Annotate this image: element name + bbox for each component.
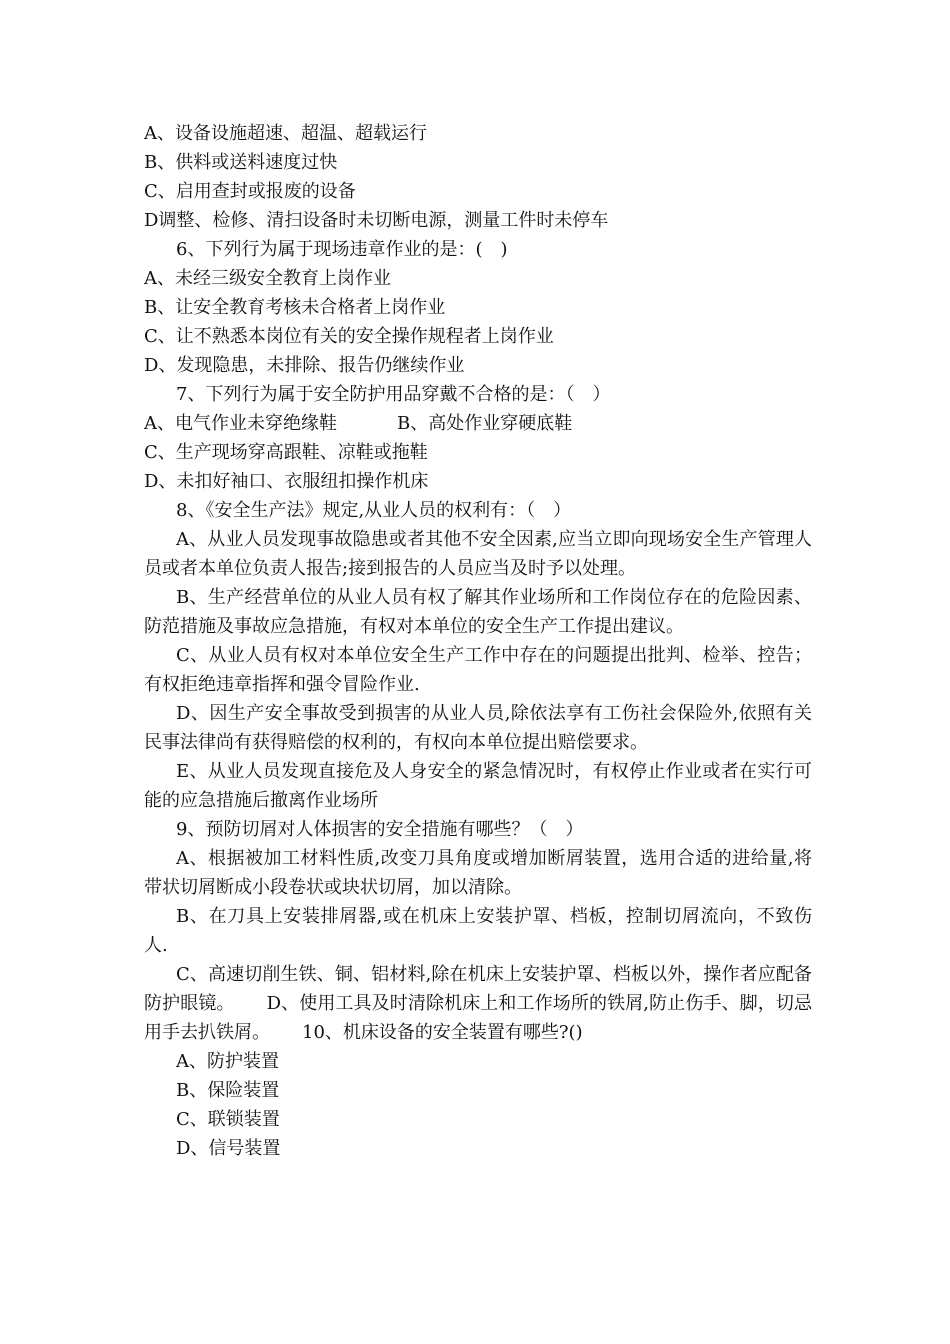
question-8-option-c: C、从业人员有权对本单位安全生产工作中存在的问题提出批判、检举、控告；有权拒绝违章指挥和强令冒险作业. — [144, 645, 812, 695]
option-line: D调整、检修、清扫设备时未切断电源，测量工件时未停车 — [144, 210, 609, 231]
option-line: B、供料或送料速度过快 — [144, 152, 338, 173]
question-6-option-b: B、让安全教育考核未合格者上岗作业 — [144, 297, 446, 318]
question-6: 6、下列行为属于现场违章作业的是：( ) — [176, 239, 508, 260]
question-7-option-d: D、未扣好袖口、衣服纽扣操作机床 — [144, 471, 429, 492]
question-8-option-d: D、因生产安全事故受到损害的从业人员,除依法享有工伤社会保险外,依照有关民事法律尚有获得赔偿的权利的，有权向本单位提出赔偿要求。 — [144, 703, 812, 753]
question-9-option-d: D、使用工具及时清除机床上和工作场所的铁屑,防止伤手、脚，切忌用手去扒铁屑。 — [144, 993, 813, 1043]
question-10-option-d: D、信号装置 — [176, 1138, 281, 1159]
question-7-option-a: A、电气作业未穿绝缘鞋 — [144, 413, 337, 434]
question-10: 10、机床设备的安全装置有哪些?() — [302, 1022, 583, 1043]
question-8-option-a: A、从业人员发现事故隐患或者其他不安全因素,应当立即向现场安全生产管理人员或者本单位负责人报告;接到报告的人员应当及时予以处理。 — [144, 529, 812, 579]
question-7: 7、下列行为属于安全防护用品穿戴不合格的是：（ ） — [176, 384, 611, 405]
question-7-option-b: B、高处作业穿硬底鞋 — [397, 413, 573, 434]
question-10-option-a: A、防护装置 — [176, 1051, 279, 1072]
document-body — [144, 119, 812, 1163]
question-7-option-c: C、生产现场穿高跟鞋、凉鞋或拖鞋 — [144, 442, 428, 463]
option-line: C、启用查封或报废的设备 — [144, 181, 356, 202]
question-9-option-a: A、根据被加工材料性质,改变刀具角度或增加断屑装置，选用合适的进给量,将带状切屑断成小段卷状或块状切屑，加以清除。 — [144, 848, 812, 898]
question-9-options-cd-q10 — [144, 960, 812, 1047]
question-9: 9、预防切屑对人体损害的安全措施有哪些？（ ） — [176, 819, 584, 840]
question-8: 8、《安全生产法》规定,从业人员的权利有：（ ） — [176, 500, 572, 521]
question-9-option-c: C、高速切削生铁、铜、铝材料,除在机床上安装护罩、档板以外，操作者应配备防护眼镜。 — [144, 964, 812, 1014]
question-6-option-a: A、未经三级安全教育上岗作业 — [144, 268, 391, 289]
question-7-options-ab — [144, 409, 812, 438]
question-8-option-b: B、生产经营单位的从业人员有权了解其作业场所和工作岗位存在的危险因素、防范措施及事故应急措施，有权对本单位的安全生产工作提出建议。 — [144, 587, 812, 637]
question-8-option-e: E、从业人员发现直接危及人身安全的紧急情况时，有权停止作业或者在实行可能的应急措施后撤离作业场所 — [144, 761, 812, 811]
question-10-option-c: C、联锁装置 — [176, 1109, 280, 1130]
question-9-option-b: B、在刀具上安装排屑器,或在机床上安装护罩、档板，控制切屑流向，不致伤人. — [144, 906, 812, 956]
question-6-option-c: C、让不熟悉本岗位有关的安全操作规程者上岗作业 — [144, 326, 554, 347]
question-6-option-d: D、发现隐患，未排除、报告仍继续作业 — [144, 355, 465, 376]
option-line: A、设备设施超速、超温、超载运行 — [144, 123, 427, 144]
question-10-option-b: B、保险装置 — [176, 1080, 280, 1101]
